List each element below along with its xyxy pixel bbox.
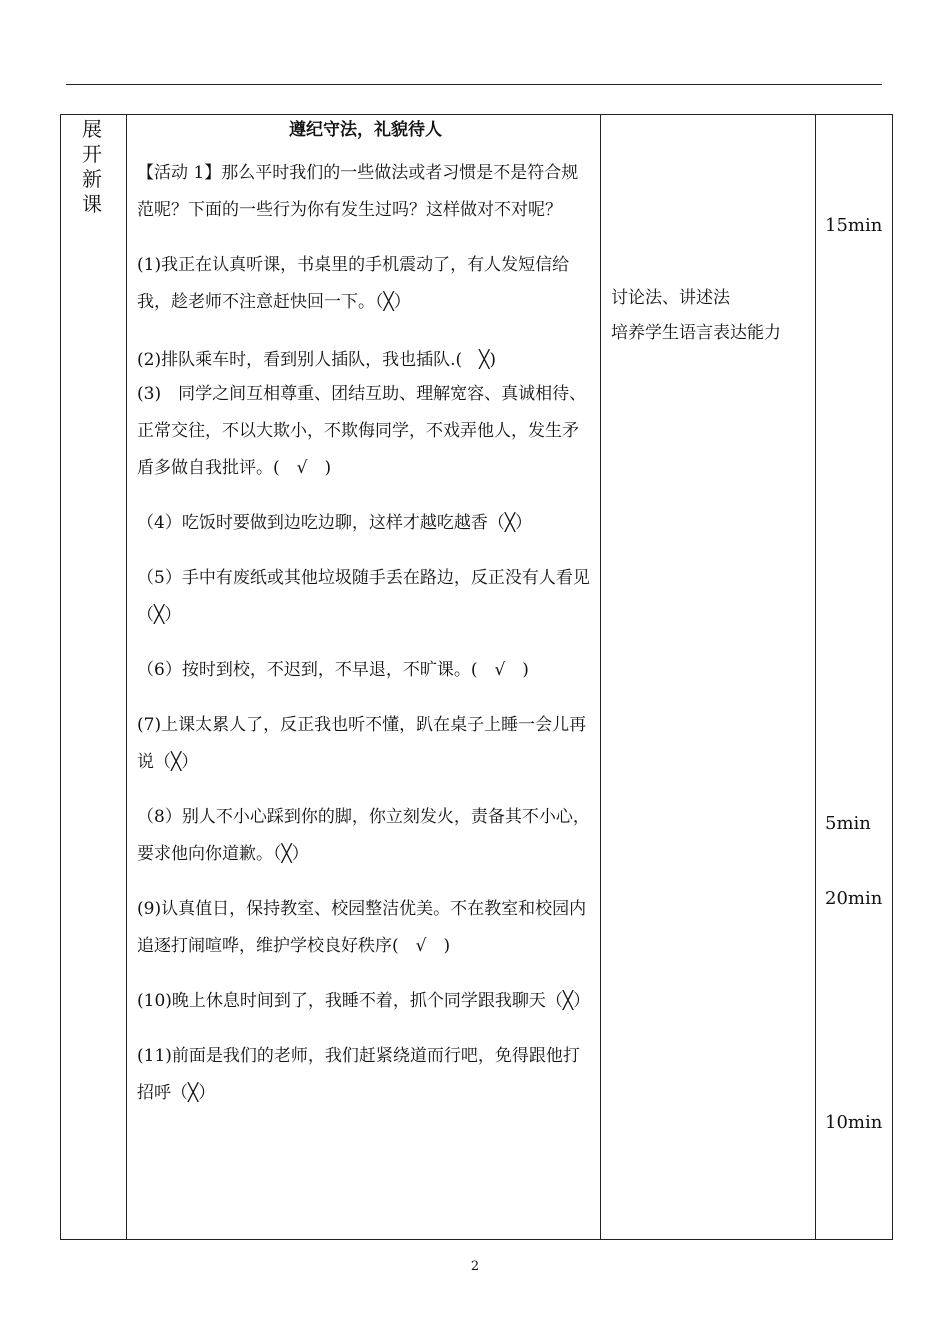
- stage-label: 展开新课: [82, 117, 102, 216]
- time-label: 10min: [825, 1112, 883, 1133]
- time-label: 5min: [825, 813, 871, 834]
- header-rule: [66, 84, 882, 85]
- list-item: (10)晚上休息时间到了，我睡不着，抓个同学跟我聊天（╳）: [137, 991, 591, 1011]
- method-cell: [601, 115, 816, 1240]
- method-line: 培养学生语言表达能力: [611, 323, 781, 343]
- list-item: （5）手中有废纸或其他垃圾随手丢在路边，反正没有人看见（╳）: [137, 568, 590, 625]
- list-item: (1)我正在认真听课，书桌里的手机震动了，有人发短信给我，趁老师不注意赶快回一下。（╳）: [137, 255, 570, 312]
- time-label: 20min: [825, 888, 883, 909]
- list-item: (2)排队乘车时，看到别人插队，我也插队.( ╳): [137, 350, 496, 370]
- list-item: (3) 同学之间互相尊重、团结互助、理解宽容、真诚相待、正常交往，不以大欺小，不欺侮同学，不戏弄他人，发生矛盾多做自我批评。( √ ): [137, 384, 587, 478]
- list-item: （8）别人不小心踩到你的脚，你立刻发火，责备其不小心，要求他向你道歉。（╳）: [137, 807, 590, 864]
- activity-intro: 【活动 1】那么平时我们的一些做法或者习惯是不是符合规范呢？下面的一些行为你有发生过吗？这样做对不对呢？: [137, 163, 579, 220]
- list-item: (11)前面是我们的老师，我们赶紧绕道而行吧，免得跟他打招呼（╳）: [137, 1046, 580, 1103]
- time-cell: [816, 115, 893, 1240]
- list-item: （4）吃饭时要做到边吃边聊，这样才越吃越香（╳）: [137, 513, 533, 533]
- time-label: 15min: [825, 215, 883, 236]
- list-item: （6）按时到校，不迟到，不早退，不旷课。( √ ): [137, 660, 529, 680]
- method-line: 讨论法、讲述法: [611, 288, 730, 308]
- list-item: (9)认真值日，保持教室、校园整洁优美。不在教室和校园内追逐打闹喧哗，维护学校良好秩序( √ ): [137, 899, 587, 956]
- page-number: 2: [470, 1259, 480, 1274]
- content-cell: [127, 115, 601, 1240]
- list-item: (7)上课太累人了，反正我也听不懂，趴在桌子上睡一会儿再说（╳）: [137, 715, 587, 772]
- section-title: 遵纪守法，礼貌待人: [289, 120, 442, 140]
- stage-cell: [61, 115, 127, 1240]
- lesson-table: [60, 114, 893, 1240]
